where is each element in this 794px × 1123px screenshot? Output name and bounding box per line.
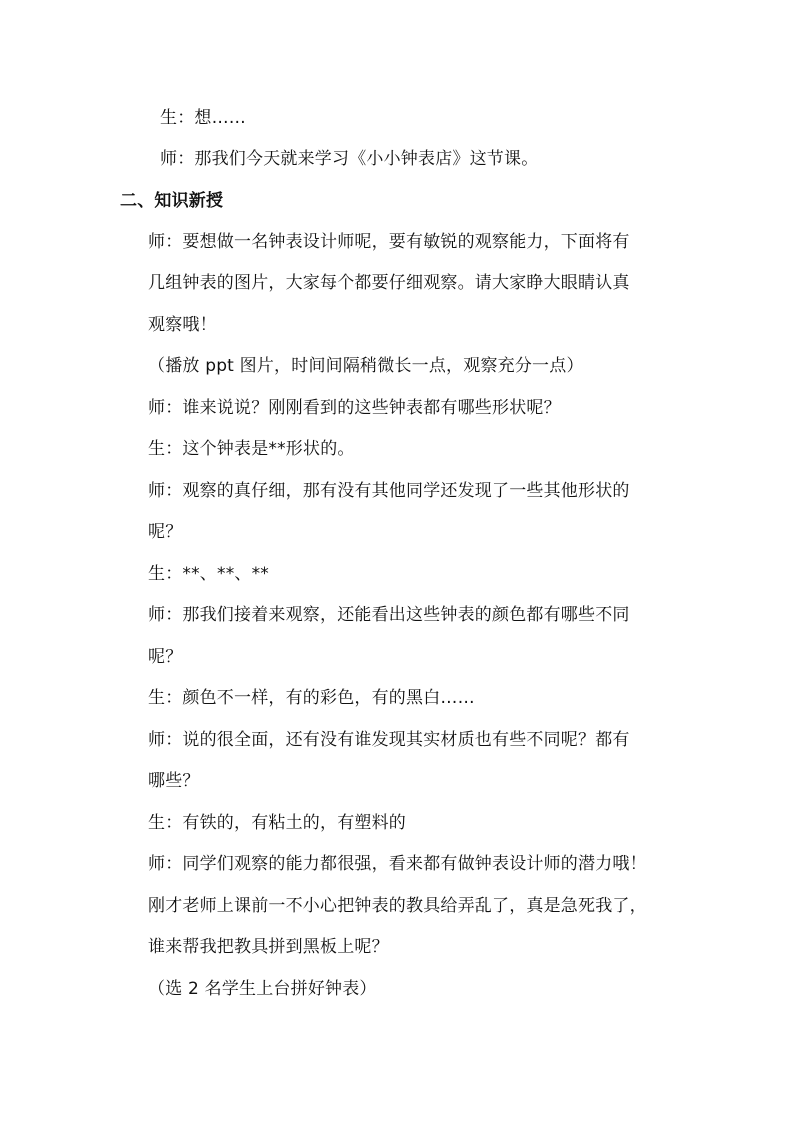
paragraph-line: 观察哦！: [148, 315, 217, 335]
paragraph-line: 呢？: [148, 522, 183, 542]
stage-direction: （播放 ppt 图片，时间间隔稍微长一点，观察充分一点）: [148, 356, 584, 376]
paragraph-line: 生：这个钟表是**形状的。: [148, 439, 355, 459]
paragraph-line: 师：观察的真仔细，那有没有其他同学还发现了一些其他形状的: [148, 481, 630, 501]
paragraph-line: 刚才老师上课前一不小心把钟表的教具给弄乱了，真是急死我了，: [148, 896, 647, 916]
paragraph-line: 师：那我们今天就来学习《小小钟表店》这节课。: [160, 149, 539, 169]
paragraph-line: 师：要想做一名钟表设计师呢，要有敏锐的观察能力，下面将有: [148, 232, 630, 252]
stage-direction: （选 2 名学生上台拼好钟表）: [148, 979, 377, 999]
paragraph-line: 生：**、**、**: [148, 564, 269, 584]
paragraph-line: 生：颜色不一样，有的彩色，有的黑白……: [148, 688, 475, 708]
paragraph-line: 师：那我们接着来观察，还能看出这些钟表的颜色都有哪些不同: [148, 605, 630, 625]
paragraph-line: 哪些？: [148, 771, 200, 791]
paragraph-line: 师：谁来说说？刚刚看到的这些钟表都有哪些形状呢？: [148, 398, 561, 418]
paragraph-line: 谁来帮我把教具拼到黑板上呢？: [148, 937, 389, 957]
section-heading: 二、知识新授: [120, 191, 224, 211]
paragraph-line: 生：有铁的，有粘土的，有塑料的: [148, 813, 406, 833]
paragraph-line: 师：同学们观察的能力都很强，看来都有做钟表设计师的潜力哦！: [148, 854, 647, 874]
paragraph-line: 师：说的很全面，还有没有谁发现其实材质也有些不同呢？都有: [148, 730, 630, 750]
paragraph-line: 呢？: [148, 647, 183, 667]
paragraph-line: 生：想……: [160, 108, 246, 128]
paragraph-line: 几组钟表的图片，大家每个都要仔细观察。请大家睁大眼睛认真: [148, 273, 630, 293]
